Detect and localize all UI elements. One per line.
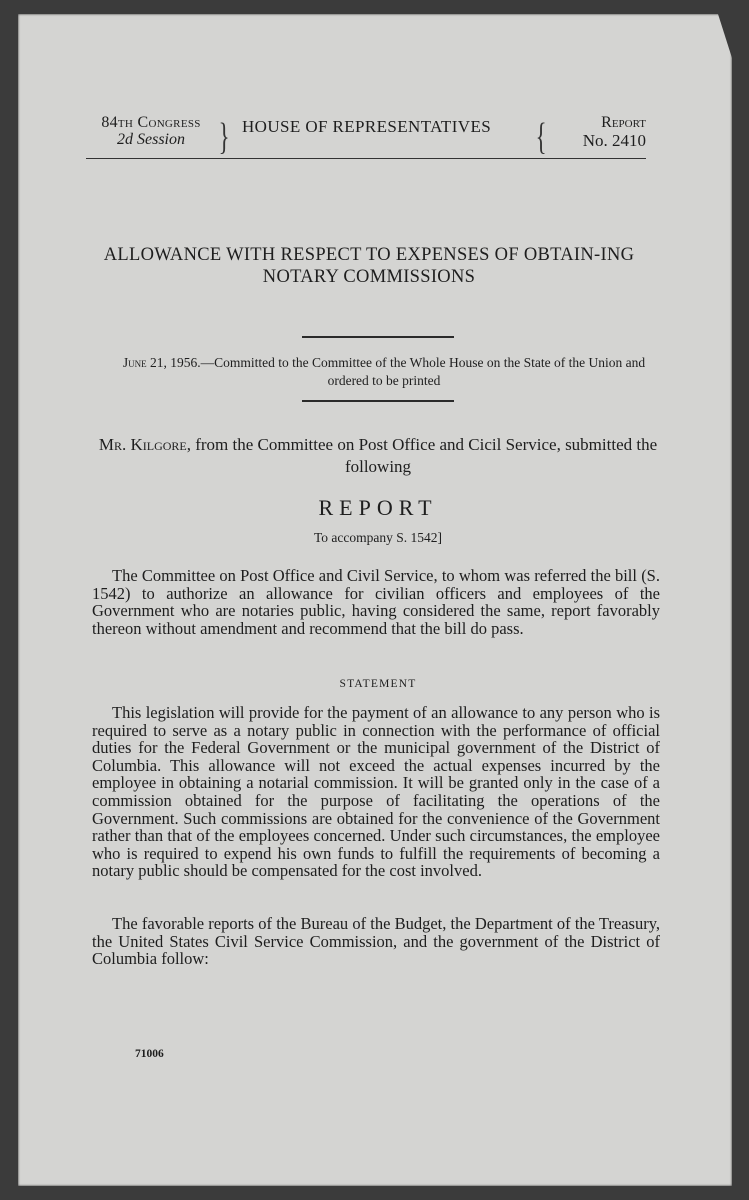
session-label: 2d Session [117, 131, 185, 148]
footer-number: 71006 [135, 1048, 164, 1060]
report-number: No. 2410 [582, 131, 646, 150]
accompany-note: To accompany S. 1542] [313, 530, 443, 545]
paragraph-statement: This legislation will provide for the payment of an allowance to any person who is required to serve as a notary public in connection with the performance of official duties for the Federal Government or the municipal government of the District of Columbia. This allowance will not exceed the actual expenses incurred by the employee in obtaining a notarial commission. It will be granted only in the case of a commission obtained for the purpose of facilitating the operations of the Government. Such commissions are obtained for the convenience of the Government rather than that of the employees concerned. Under such circumstances, the employee who is required to expend his own funds to fulfill the requirements of becoming a notary public should be compensated for the cost involved. [92, 703, 660, 881]
report-heading: REPORT [318, 495, 438, 520]
left-brace: } [218, 116, 230, 158]
document-title: ALLOWANCE WITH RESPECT TO EXPENSES OF OBTAIN-ING NOTARY COMMISSIONS [103, 245, 635, 287]
divider-rule-bottom [302, 400, 454, 402]
house-label: HOUSE OF REPRESENTATIVES [242, 117, 492, 136]
divider-rule-top [302, 336, 454, 338]
folded-corner [718, 14, 732, 58]
submitter-name: Mr. Kilgore [98, 435, 187, 454]
report-number-block [556, 114, 646, 151]
right-brace: { [535, 116, 547, 158]
submitted-by [98, 434, 658, 478]
paragraph-reports: The favorable reports of the Bureau of the Budget, the Department of the Treasury, the United States Civil Service Commission, and the government of the District of Columbia follow: [92, 914, 660, 969]
paragraph-committee: The Committee on Post Office and Civil Service, to whom was referred the bill (S. 1542) to authorize an allowance for civilian officers and employees of the Government who are notaries public, having considered the same, report favorably thereon without amendment and recommend that the bill do pass. [92, 566, 660, 638]
report-header [86, 114, 646, 164]
congress-label: 84th Congress [101, 114, 201, 131]
congress-block [86, 114, 216, 149]
document-page [18, 14, 732, 1186]
header-rule [86, 158, 646, 159]
committed-note [104, 354, 664, 390]
report-label: Report [601, 114, 646, 131]
submitted-text: , from the Committee on Post Office and Cicil Service, submitted the following [186, 435, 658, 476]
statement-heading: STATEMENT [339, 678, 417, 690]
committed-text: —Committed to the Committee of the Whole House on the State of the Union and ordered to be printed [200, 355, 646, 388]
committed-date: June 21, 1956. [122, 355, 201, 370]
